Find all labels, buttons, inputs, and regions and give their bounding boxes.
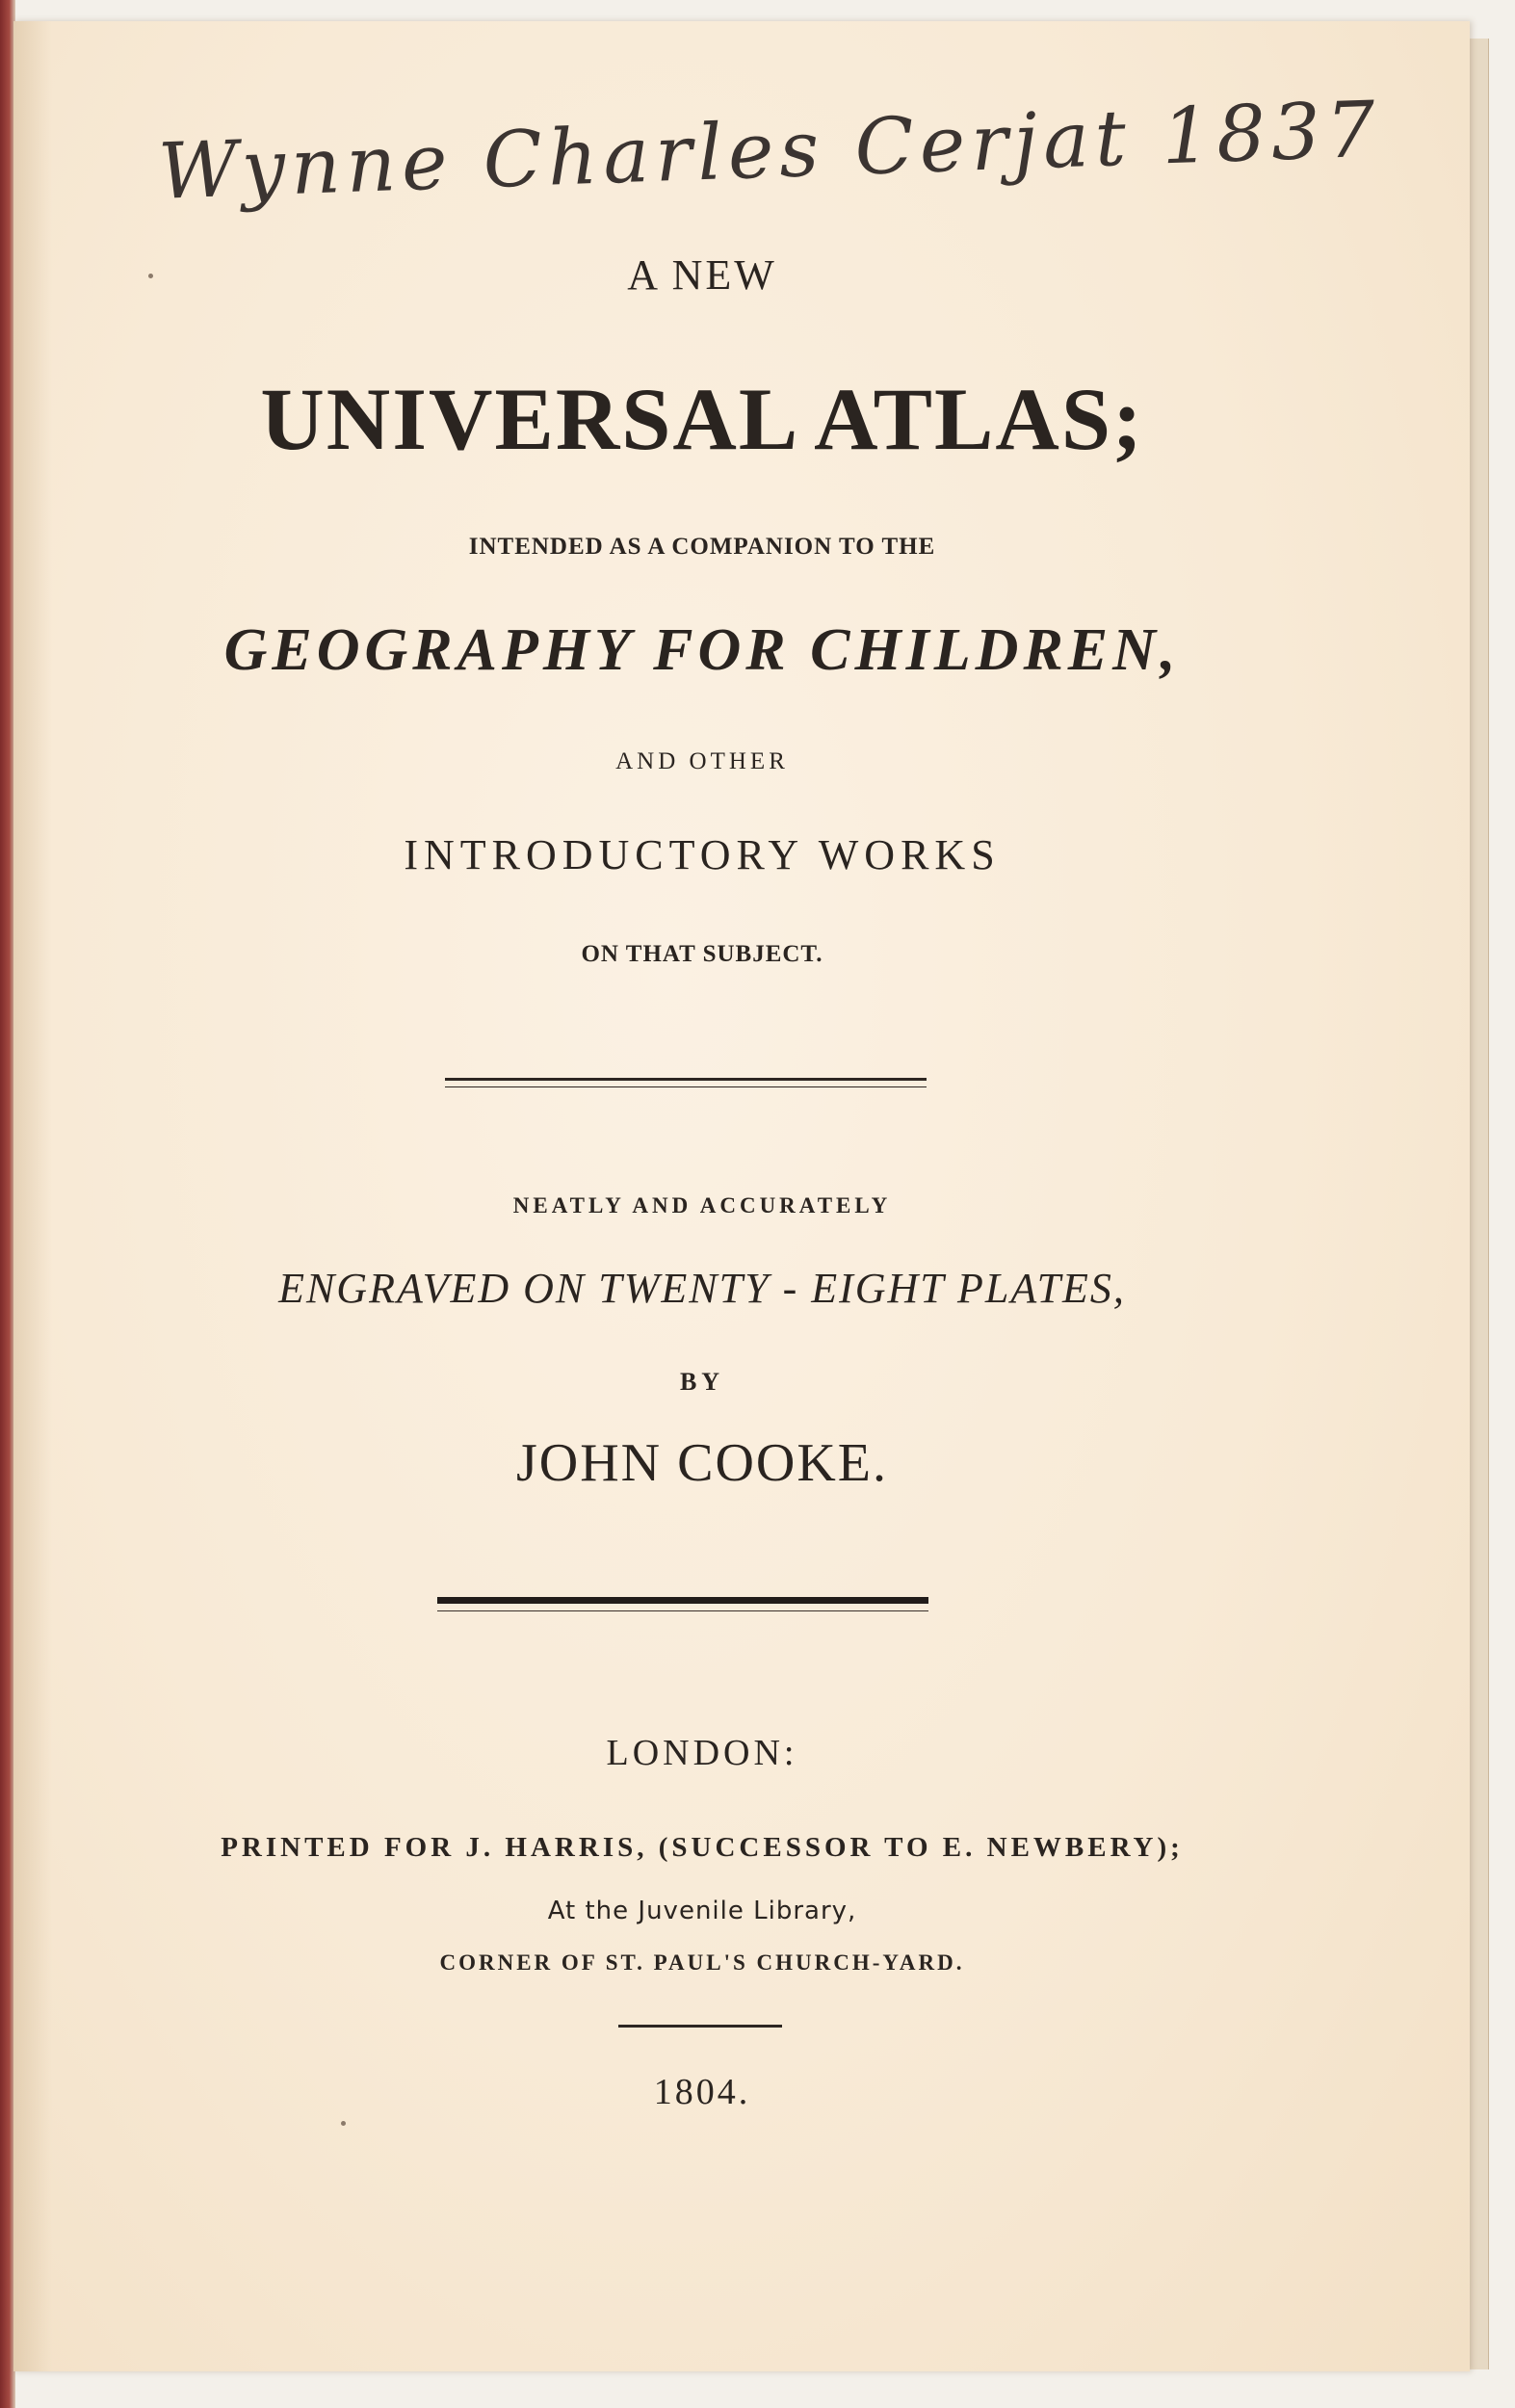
short-rule <box>618 2025 782 2028</box>
subtitle-intended: INTENDED AS A COMPANION TO THE <box>468 534 936 560</box>
imprint-year: 1804. <box>653 2072 751 2112</box>
subtitle-geography: GEOGRAPHY FOR CHILDREN, <box>223 617 1181 683</box>
subtitle-introductory: INTRODUCTORY WORKS <box>404 831 1001 878</box>
thin-rule <box>437 1610 928 1611</box>
engraving-line-plates: ENGRAVED ON TWENTY - EIGHT PLATES, <box>278 1265 1126 1312</box>
subtitle-and-other: AND OTHER <box>615 748 789 774</box>
title-page <box>13 21 1470 2371</box>
handwritten-inscription: Wynne Charles Cerjat 1837 <box>156 84 1383 217</box>
subtitle-on-that-subject: ON THAT SUBJECT. <box>581 941 823 967</box>
title-line-a-new: A NEW <box>627 251 777 299</box>
thick-rule <box>437 1597 928 1604</box>
foxing-speck <box>148 274 153 278</box>
engraving-line-neatly: NEATLY AND ACCURATELY <box>512 1193 892 1217</box>
double-rule-bottom <box>445 1086 927 1087</box>
author-name: JOHN COOKE. <box>516 1433 888 1493</box>
imprint-library: At the Juvenile Library, <box>547 1897 857 1925</box>
foxing-speck <box>341 2121 346 2126</box>
double-rule-top <box>445 1078 927 1081</box>
main-title: UNIVERSAL ATLAS; <box>260 370 1144 468</box>
imprint-city: LONDON: <box>606 1733 798 1773</box>
imprint-printer: PRINTED FOR J. HARRIS, (SUCCESSOR TO E. NEWBERY); <box>221 1832 1184 1863</box>
imprint-address: CORNER OF ST. PAUL'S CHURCH-YARD. <box>439 1950 965 1975</box>
byline-by: BY <box>679 1368 725 1396</box>
